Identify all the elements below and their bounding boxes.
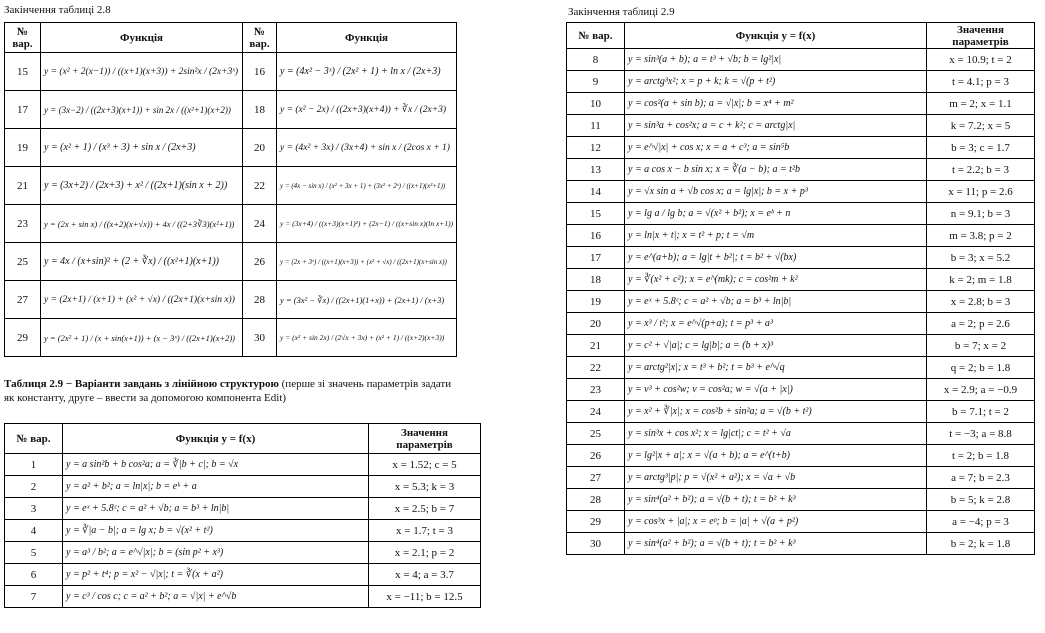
- function-formula: y = cos³x + |a|; x = eᵖ; b = |a| + √(a + p²): [625, 511, 927, 533]
- function-formula: y = (3x+4) / ((x+3)(x+1)²) + (2x−1) / ((x+sin x)(ln x+1)): [277, 205, 457, 243]
- function-formula: y = (x² − 2x) / ((2x+3)(x+4)) + ∛x / (2x+3): [277, 91, 457, 129]
- table-row: [5, 281, 457, 319]
- function-formula: y = arctg²|x|; x = t³ + b²; t = b³ + e^√q: [625, 357, 927, 379]
- function-formula: y = a sin²b + b cos²a; a = ∛|b + c|; b = √x: [63, 454, 369, 476]
- function-formula: y = c² + √|a|; c = lg|b|; a = (b + x)³: [625, 335, 927, 357]
- table-row: [567, 335, 1035, 357]
- function-formula: y = (3x² − ∛x) / ((2x+1)(1+x)) + (2x+1) / (x+3): [277, 281, 457, 319]
- variant-number: 28: [243, 281, 277, 319]
- function-formula: y = a³ / b²; a = e^√|x|; b = (sin p² + x³): [63, 542, 369, 564]
- function-formula: y = √x sin a + √b cos x; a = lg|x|; b = x + p³: [625, 181, 927, 203]
- table-row: [5, 564, 481, 586]
- table-row: [5, 319, 457, 357]
- parameter-values: a = 7; b = 2.3: [927, 467, 1035, 489]
- variant-number: 22: [567, 357, 625, 379]
- function-formula: y = (3x+2) / (2x+3) + x² / ((2x+1)(sin x + 2)): [41, 167, 243, 205]
- variant-number: 21: [567, 335, 625, 357]
- variant-number: 30: [243, 319, 277, 357]
- table-2-9-part-1: [4, 423, 481, 608]
- variant-number: 15: [567, 203, 625, 225]
- variant-number: 13: [567, 159, 625, 181]
- table-row: [567, 159, 1035, 181]
- variant-number: 10: [567, 93, 625, 115]
- table-2-9-title: Таблиця 2.9 − Варіанти завдань з лінійною структурою: [4, 378, 279, 390]
- column-header-function: Функція: [277, 23, 457, 53]
- table-2-9-note: (перше зі значень параметрів задати як константу, друге – ввести за допомогою компонента Edit): [4, 378, 452, 404]
- table-row: [567, 291, 1035, 313]
- parameter-values: x = 2.8; b = 3: [927, 291, 1035, 313]
- parameter-values: x = 10.9; t = 2: [927, 49, 1035, 71]
- function-formula: y = sin⁴(a² + b²); a = √(b + t); t = b² + k³: [625, 489, 927, 511]
- function-formula: y = a² + b²; a = ln|x|; b = eᵏ + a: [63, 476, 369, 498]
- function-formula: y = ∛(x² + c²); x = e^(mk); c = cos²m + k²: [625, 269, 927, 291]
- function-formula: y = (4x² − 3ˣ) / (2x² + 1) + ln x / (2x+3): [277, 53, 457, 91]
- variant-number: 14: [567, 181, 625, 203]
- table-row: [5, 243, 457, 281]
- parameter-values: x = 2.5; b = 7: [369, 498, 481, 520]
- column-header-variant: № вар.: [567, 23, 625, 49]
- table-row: [567, 247, 1035, 269]
- variant-number: 4: [5, 520, 63, 542]
- column-header-function: Функція y = f(x): [625, 23, 927, 49]
- function-formula: y = (3x−2) / ((2x+3)(x+1)) + sin 2x / ((x²+1)(x+2)): [41, 91, 243, 129]
- parameter-values: x = −11; b = 12.5: [369, 586, 481, 608]
- table-row: [567, 269, 1035, 291]
- table-row: [567, 137, 1035, 159]
- function-formula: y = x² + ∛|x|; x = cos²b + sin²a; a = √(b + t²): [625, 401, 927, 423]
- variant-number: 19: [5, 129, 41, 167]
- function-formula: y = sin³x + cos x²; x = lg|ct|; c = t² + √a: [625, 423, 927, 445]
- parameter-values: t = 2; b = 1.8: [927, 445, 1035, 467]
- parameter-values: t = −3; a = 8.8: [927, 423, 1035, 445]
- table-row: [5, 498, 481, 520]
- parameter-values: b = 7; x = 2: [927, 335, 1035, 357]
- column-header-parameters: Значення параметрів: [369, 424, 481, 454]
- variant-number: 24: [243, 205, 277, 243]
- table-row: [567, 379, 1035, 401]
- table-row: [567, 489, 1035, 511]
- function-formula: y = arctg³|p|; p = √(x² + a²); x = √a + √b: [625, 467, 927, 489]
- table-2-8: [4, 22, 457, 357]
- table-row: [567, 115, 1035, 137]
- variant-number: 18: [567, 269, 625, 291]
- table-row: [5, 53, 457, 91]
- function-formula: y = (2x² + 1) / (x + sin(x+1)) + (x − 3ˣ) / ((2x+1)(x+2)): [41, 319, 243, 357]
- parameter-values: b = 2; k = 1.8: [927, 533, 1035, 555]
- parameter-values: k = 7.2; x = 5: [927, 115, 1035, 137]
- variant-number: 17: [567, 247, 625, 269]
- table-row: [567, 71, 1035, 93]
- variant-number: 30: [567, 533, 625, 555]
- function-formula: y = (x² + 1) / (x³ + 3) + sin x / (2x+3): [41, 129, 243, 167]
- function-formula: y = cos²(a + sin b); a = √|x|; b = x⁴ + m²: [625, 93, 927, 115]
- function-formula: y = 4x / (x+sin)² + (2 + ∛x) / ((x²+1)(x+1)): [41, 243, 243, 281]
- variant-number: 26: [243, 243, 277, 281]
- table-2-9-cont-caption: Закінчення таблиці 2.9: [568, 6, 675, 18]
- variant-number: 26: [567, 445, 625, 467]
- table-row: [567, 401, 1035, 423]
- variant-number: 1: [5, 454, 63, 476]
- parameter-values: b = 7.1; t = 2: [927, 401, 1035, 423]
- parameter-values: a = −4; p = 3: [927, 511, 1035, 533]
- function-formula: y = eˣ + 5.8ᶜ; c = a² + √b; a = b³ + ln|b|: [625, 291, 927, 313]
- table-row: [5, 520, 481, 542]
- function-formula: y = sin³a + cos²x; a = c + k²; c = arctg|x|: [625, 115, 927, 137]
- table-row: [5, 542, 481, 564]
- table-row: [5, 454, 481, 476]
- parameter-values: n = 9.1; b = 3: [927, 203, 1035, 225]
- table-row: [567, 49, 1035, 71]
- parameter-values: b = 5; k = 2.8: [927, 489, 1035, 511]
- parameter-values: t = 4.1; p = 3: [927, 71, 1035, 93]
- column-header-variant: № вар.: [5, 424, 63, 454]
- table-row: [5, 586, 481, 608]
- function-formula: y = a cos x − b sin x; x = ∛(a − b); a = t²b: [625, 159, 927, 181]
- variant-number: 25: [5, 243, 41, 281]
- function-formula: y = c³ / cos c; c = a² + b²; a = √|x| + e^√b: [63, 586, 369, 608]
- parameter-values: x = 1.52; c = 5: [369, 454, 481, 476]
- table-2-8-caption: Закінчення таблиці 2.8: [4, 4, 111, 16]
- function-formula: y = (4x − sin x) / (x² + 3x + 1) + (3x² + 2ˣ) / ((x+1)(x²+1)): [277, 167, 457, 205]
- column-header-parameters: Значення параметрів: [927, 23, 1035, 49]
- function-formula: y = e^√|x| + cos x; x = a + c³; a = sin⁵b: [625, 137, 927, 159]
- variant-number: 24: [567, 401, 625, 423]
- table-2-9-part-2: [566, 22, 1035, 555]
- variant-number: 8: [567, 49, 625, 71]
- parameter-values: k = 2; m = 1.8: [927, 269, 1035, 291]
- parameter-values: a = 2; p = 2.6: [927, 313, 1035, 335]
- parameter-values: x = 2.1; p = 2: [369, 542, 481, 564]
- variant-number: 11: [567, 115, 625, 137]
- table-row: [567, 203, 1035, 225]
- table-row: [567, 357, 1035, 379]
- parameter-values: x = 4; a = 3.7: [369, 564, 481, 586]
- variant-number: 22: [243, 167, 277, 205]
- table-row: [567, 445, 1035, 467]
- variant-number: 2: [5, 476, 63, 498]
- variant-number: 23: [567, 379, 625, 401]
- table-row: [567, 181, 1035, 203]
- function-formula: y = (x² + sin 2x) / (2√x + 3x) + (x² + 1) / ((x+2)(x+3)): [277, 319, 457, 357]
- variant-number: 18: [243, 91, 277, 129]
- function-formula: y = e^(a+b); a = lg|t + b²|; t = b² + √(bx): [625, 247, 927, 269]
- column-header-variant: № вар.: [5, 23, 41, 53]
- column-header-variant: № вар.: [243, 23, 277, 53]
- variant-number: 27: [5, 281, 41, 319]
- variant-number: 25: [567, 423, 625, 445]
- parameter-values: t = 2.2; b = 3: [927, 159, 1035, 181]
- function-formula: y = x³ / t²; x = e^√(p+a); t = p³ + a³: [625, 313, 927, 335]
- function-formula: y = ∛|a − b|; a = lg x; b = √(x² + t²): [63, 520, 369, 542]
- parameter-values: x = 2.9; a = −0.9: [927, 379, 1035, 401]
- table-row: [567, 533, 1035, 555]
- table-2-9-title-block: [4, 377, 464, 405]
- function-formula: y = (2x + sin x) / ((x+2)(x+√x)) + 4x / ((2+3∛3)(x²+1)): [41, 205, 243, 243]
- variant-number: 28: [567, 489, 625, 511]
- variant-number: 6: [5, 564, 63, 586]
- variant-number: 19: [567, 291, 625, 313]
- parameter-values: x = 11; p = 2.6: [927, 181, 1035, 203]
- function-formula: y = v³ + cos²w; v = cos²a; w = √(a + |x|): [625, 379, 927, 401]
- variant-number: 9: [567, 71, 625, 93]
- table-row: [5, 129, 457, 167]
- function-formula: y = arctg³x²; x = p + k; k = √(p + t²): [625, 71, 927, 93]
- table-row: [5, 91, 457, 129]
- table-row: [567, 93, 1035, 115]
- table-row: [567, 423, 1035, 445]
- variant-number: 5: [5, 542, 63, 564]
- function-formula: y = ln|x + t|; x = t² + p; t = √m: [625, 225, 927, 247]
- function-formula: y = (2x + 3ˣ) / ((x+1)(x+3)) + (x² + √x) / ((2x+1)(x+sin x)): [277, 243, 457, 281]
- variant-number: 17: [5, 91, 41, 129]
- variant-number: 3: [5, 498, 63, 520]
- variant-number: 29: [5, 319, 41, 357]
- table-row: [567, 467, 1035, 489]
- function-formula: y = (x² + 2(x−1)) / ((x+1)(x+3)) + 2sin²x / (2x+3ˣ): [41, 53, 243, 91]
- parameter-values: m = 3.8; p = 2: [927, 225, 1035, 247]
- parameter-values: x = 5.3; k = 3: [369, 476, 481, 498]
- variant-number: 23: [5, 205, 41, 243]
- function-formula: y = (2x+1) / (x+1) + (x² + √x) / ((2x+1)(x+sin x)): [41, 281, 243, 319]
- variant-number: 16: [243, 53, 277, 91]
- parameter-values: b = 3; c = 1.7: [927, 137, 1035, 159]
- variant-number: 21: [5, 167, 41, 205]
- function-formula: y = eˣ + 5.8ᶜ; c = a² + √b; a = b³ + ln|b|: [63, 498, 369, 520]
- column-header-function: Функція y = f(x): [63, 424, 369, 454]
- parameter-values: b = 3; x = 5.2: [927, 247, 1035, 269]
- variant-number: 20: [243, 129, 277, 167]
- column-header-function: Функція: [41, 23, 243, 53]
- function-formula: y = p² + t⁴; p = x² − √|x|; t = ∛(x + a²): [63, 564, 369, 586]
- function-formula: y = sin³(a + b); a = t³ + √b; b = lg²|x|: [625, 49, 927, 71]
- table-row: [567, 511, 1035, 533]
- parameter-values: x = 1.7; t = 3: [369, 520, 481, 542]
- function-formula: y = lg²|x + a|; x = √(a + b); a = e^(t+b): [625, 445, 927, 467]
- variant-number: 27: [567, 467, 625, 489]
- table-row: [5, 476, 481, 498]
- parameter-values: m = 2; x = 1.1: [927, 93, 1035, 115]
- table-row: [567, 313, 1035, 335]
- variant-number: 16: [567, 225, 625, 247]
- variant-number: 20: [567, 313, 625, 335]
- variant-number: 7: [5, 586, 63, 608]
- variant-number: 15: [5, 53, 41, 91]
- variant-number: 12: [567, 137, 625, 159]
- table-row: [5, 167, 457, 205]
- function-formula: y = lg a / lg b; a = √(x² + b²); x = eᵇ + n: [625, 203, 927, 225]
- table-row: [567, 225, 1035, 247]
- table-row: [5, 205, 457, 243]
- function-formula: y = sin⁴(a² + b²); a = √(b + t); t = b² + k³: [625, 533, 927, 555]
- parameter-values: q = 2; b = 1.8: [927, 357, 1035, 379]
- function-formula: y = (4x² + 3x) / (3x+4) + sin x / (2cos x + 1): [277, 129, 457, 167]
- variant-number: 29: [567, 511, 625, 533]
